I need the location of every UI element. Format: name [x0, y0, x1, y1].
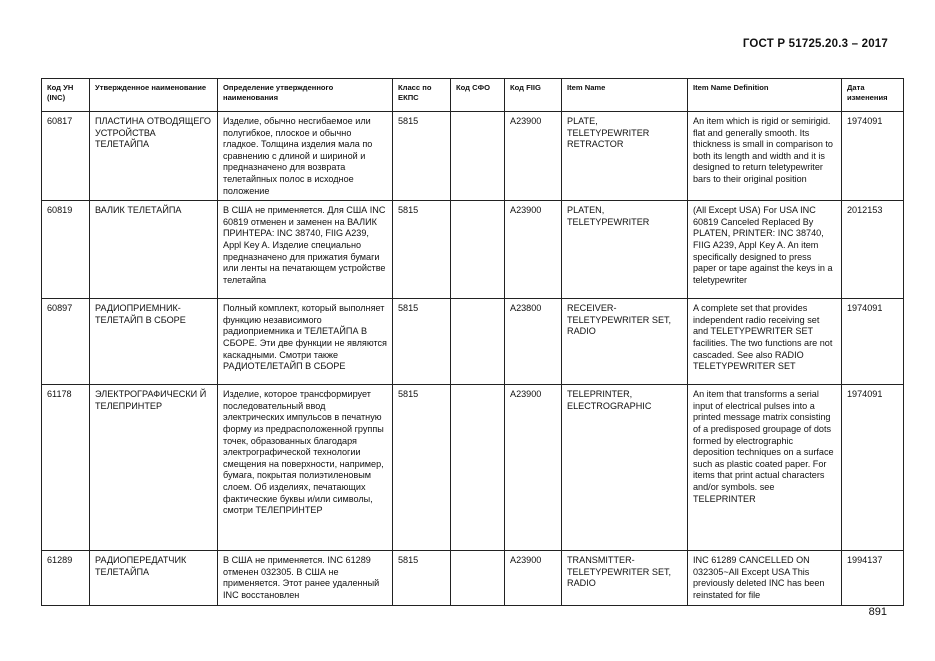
- col-header-item-name: Item Name: [562, 79, 688, 112]
- cell-item-name: RECEIVER-TELETYPEWRITER SET, RADIO: [562, 299, 688, 385]
- cell-item-definition: (All Except USA) For USA INC 60819 Canceled Replaced By PLATEN, PRINTER: INC 38740, FIIG A239, Appl Key A. An item specifically designed to press paper or tape against the keys in a teletypewriter: [688, 201, 842, 299]
- cell-class: 5815: [393, 385, 451, 551]
- cell-code: 60897: [42, 299, 90, 385]
- col-header-name: Утвержденное наименование: [90, 79, 218, 112]
- cell-date: 1974091: [842, 385, 904, 551]
- table-header-row: [42, 79, 904, 112]
- cell-class: 5815: [393, 201, 451, 299]
- cell-definition: Полный комплект, который выполняет функцию независимого радиоприемника и ТЕЛЕТАЙПА В СБОРЕ. Эти две функции не являются каскадными. Смотри также РАДИОТЕЛЕТАЙП В СБОРЕ: [218, 299, 393, 385]
- cell-definition: В США не применяется. INC 61289 отменен 032305. В США не применяется. Этот ранее удаленный INC восстановлен: [218, 551, 393, 605]
- cell-date: 1974091: [842, 299, 904, 385]
- cell-item-definition: A complete set that provides independent radio receiving set and TELETYPEWRITER SET facilities. The two functions are not cascaded. See also RADIO TELETYPEWRITER SET: [688, 299, 842, 385]
- cell-definition: В США не применяется. Для США INC 60819 отменен и заменен на ВАЛИК ПРИНТЕРА: INC 38740, FIIG A239, Appl Key A. Изделие специально предназначено для прижатия бумаги или ленты на печатающем устройстве телетайпа: [218, 201, 393, 299]
- col-header-item-definition: Item Name Definition: [688, 79, 842, 112]
- cell-name: ЭЛЕКТРОГРАФИЧЕСКИ Й ТЕЛЕПРИНТЕР: [90, 385, 218, 551]
- cell-sfo: [451, 201, 505, 299]
- table-row: [42, 385, 904, 551]
- cell-item-name: PLATE, TELETYPEWRITER RETRACTOR: [562, 112, 688, 201]
- cell-sfo: [451, 299, 505, 385]
- cell-class: 5815: [393, 112, 451, 201]
- col-header-definition: Определение утвержденного наименования: [218, 79, 393, 112]
- cell-definition: Изделие, которое трансформирует последовательный ввод электрических импульсов в печатную форму из предрасположенной группы точек, образованных благодаря электрографической технологии смещения на поверхности, например, бумага, покрытая полиэтиленовым слоем. Об изделиях, печатающих фактические буквы и/или символы, смотри ТЕЛЕПРИНТЕР: [218, 385, 393, 551]
- standard-designation: ГОСТ Р 51725.20.3 – 2017: [742, 38, 888, 50]
- cell-item-definition: An item which is rigid or semirigid. flat and generally smooth. Its thickness is small in comparison to both its length and width and it is designed to return teletypewriter bars to their original position: [688, 112, 842, 201]
- cell-fiig: A23900: [505, 112, 562, 201]
- cell-fiig: A23900: [505, 385, 562, 551]
- cell-item-name: TELEPRINTER, ELECTROGRAPHIC: [562, 385, 688, 551]
- col-header-date: Дата изменения: [842, 79, 904, 112]
- cell-sfo: [451, 112, 505, 201]
- cell-definition: Изделие, обычно несгибаемое или полугибкое, плоское и обычно гладкое. Толщина изделия мала по сравнению с длиной и шириной и предназначено для возврата телетайпных полос в исходное положение: [218, 112, 393, 201]
- cell-code: 61289: [42, 551, 90, 605]
- cell-item-name: TRANSMITTER-TELETYPEWRITER SET, RADIO: [562, 551, 688, 605]
- cell-date: 1994137: [842, 551, 904, 605]
- cell-name: ПЛАСТИНА ОТВОДЯЩЕГО УСТРОЙСТВА ТЕЛЕТАЙПА: [90, 112, 218, 201]
- cell-class: 5815: [393, 299, 451, 385]
- cell-code: 61178: [42, 385, 90, 551]
- cell-item-name: PLATEN, TELETYPEWRITER: [562, 201, 688, 299]
- cell-fiig: A23800: [505, 299, 562, 385]
- cell-date: 1974091: [842, 112, 904, 201]
- cell-item-definition: INC 61289 CANCELLED ON 032305~All Except USA This previously deleted INC has been reinstated for file: [688, 551, 842, 605]
- cell-item-definition: An item that transforms a serial input of electrical pulses into a printed message matrix consisting of a predisposed groupage of dots formed by electrographic deposition techniques on a surface such as plastic coated paper. For items that print actual characters and/or symbols. see TELEPRINTER: [688, 385, 842, 551]
- cell-sfo: [451, 551, 505, 605]
- col-header-sfo: Код СФО: [451, 79, 505, 112]
- cell-code: 60817: [42, 112, 90, 201]
- col-header-class: Класс по ЕКПС: [393, 79, 451, 112]
- table-row: [42, 551, 904, 605]
- cell-class: 5815: [393, 551, 451, 605]
- table-row: [42, 201, 904, 299]
- cell-name: РАДИОПЕРЕДАТЧИК ТЕЛЕТАЙПА: [90, 551, 218, 605]
- inc-table: [41, 78, 904, 606]
- col-header-fiig: Код FIIG: [505, 79, 562, 112]
- col-header-code: Код УН (INC): [42, 79, 90, 112]
- cell-code: 60819: [42, 201, 90, 299]
- cell-fiig: A23900: [505, 201, 562, 299]
- cell-fiig: A23900: [505, 551, 562, 605]
- table-row: [42, 299, 904, 385]
- cell-name: ВАЛИК ТЕЛЕТАЙПА: [90, 201, 218, 299]
- table-row: [42, 112, 904, 201]
- cell-sfo: [451, 385, 505, 551]
- cell-date: 2012153: [842, 201, 904, 299]
- page-number: 891: [868, 606, 887, 618]
- cell-name: РАДИОПРИЕМНИК-ТЕЛЕТАЙП В СБОРЕ: [90, 299, 218, 385]
